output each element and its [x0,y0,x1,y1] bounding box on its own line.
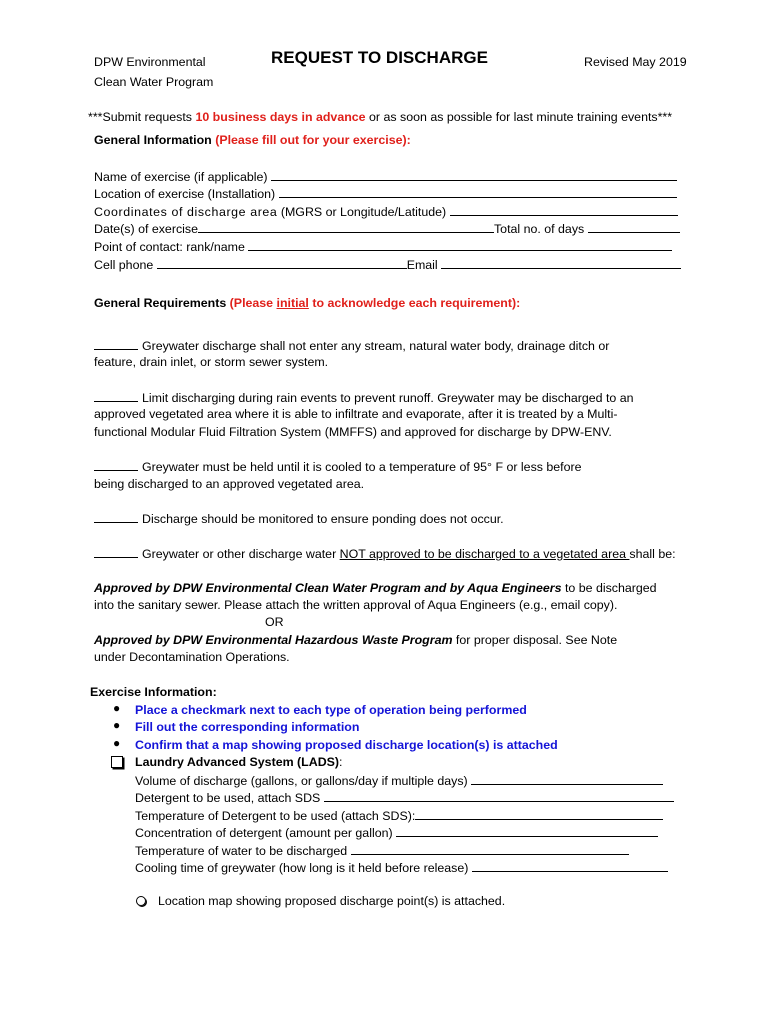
initial-field-3[interactable] [94,458,138,471]
requirement-3-line1: Greywater must be held until it is cooled to a temperature of 95° F or less before [142,460,582,474]
approval-option-1 [94,580,657,598]
submission-notice [88,109,672,127]
cell-email-row [94,256,681,275]
general-requirements-heading [94,295,520,313]
volume-row [135,772,663,791]
requirement-5-text-c: shall be: [629,547,676,561]
approval-option-1-rest: to be discharged [561,581,657,595]
lads-heading [135,754,342,772]
exercise-location-row [94,185,677,204]
cooling-time-label: Cooling time of greywater (how long is it held before release) [135,861,469,875]
revision-date: Revised May 2019 [584,55,687,69]
coordinates-format-label: (MGRS or Longitude/Latitude) [280,205,447,219]
notice-prefix: ***Submit requests [88,110,196,124]
coordinates-row [94,203,678,222]
total-days-field[interactable] [588,220,680,233]
requirement-3-line2: being discharged to an approved vegetated area. [94,477,365,491]
general-info-note: (Please fill out for your exercise): [215,133,411,147]
general-info-heading [94,132,411,150]
general-info-title: General Information [94,133,212,147]
temp-detergent-field[interactable] [415,807,663,820]
requirement-4-line1: Discharge should be monitored to ensure ponding does not occur. [142,512,504,526]
total-days-label: Total no. of days [493,222,585,236]
notice-suffix: or as soon as possible for last minute training events*** [365,110,673,124]
requirement-1 [94,337,609,356]
point-of-contact-label: Point of contact: rank/name [94,240,245,254]
coordinates-label: Coordinates of discharge area [94,205,278,219]
approval-option-2-rest: for proper disposal. See Note [452,633,618,647]
approval-option-1-line2: into the sanitary sewer. Please attach the written approval of Aqua Engineers (e.g., email copy). [94,598,618,612]
exercise-location-label: Location of exercise (Installation) [94,187,276,201]
exercise-info-heading: Exercise Information: [90,685,217,699]
requirement-3 [94,458,582,477]
cell-phone-field[interactable] [157,256,407,269]
volume-label: Volume of discharge (gallons, or gallons/day if multiple days) [135,774,468,788]
initial-field-5[interactable] [94,545,138,558]
initial-field-1[interactable] [94,337,138,350]
exercise-name-row [94,168,677,187]
map-attached-radio[interactable] [136,896,146,906]
temp-water-label: Temperature of water to be discharged [135,844,348,858]
requirement-1-line1: Greywater discharge shall not enter any stream, natural water body, drainage ditch or [142,339,610,353]
cooling-time-row [135,859,668,878]
instruction-bullet-1: Place a checkmark next to each type of operation being performed [135,703,527,717]
exercise-name-label: Name of exercise (if applicable) [94,170,268,184]
bullet-icon: ● [113,718,121,732]
instruction-bullet-2: Fill out the corresponding information [135,720,360,734]
concentration-field[interactable] [396,824,658,837]
initial-field-2[interactable] [94,389,138,402]
requirement-2-line1: Limit discharging during rain events to prevent runoff. Greywater may be discharged to an [142,391,634,405]
requirements-note-a: (Please [229,296,277,310]
org-name-line2: Clean Water Program [94,75,214,89]
concentration-row [135,824,658,843]
requirement-4 [94,510,504,529]
requirements-note-initial: initial [276,296,309,310]
lads-colon: : [339,755,343,769]
lads-checkbox[interactable] [111,756,123,768]
temp-detergent-row [135,807,663,826]
concentration-label: Concentration of detergent (amount per gallon) [135,826,393,840]
email-field[interactable] [441,256,681,269]
requirement-5-text-a: Greywater or other discharge water [142,547,340,561]
coordinates-field[interactable] [450,203,678,216]
page-title: REQUEST TO DISCHARGE [271,48,488,67]
requirement-2-line3: functional Modular Fluid Filtration System (MMFFS) and approved for discharge by DPW-ENV. [94,425,612,439]
approval-option-2 [94,632,617,650]
exercise-dates-label: Date(s) of exercise [94,222,198,236]
requirement-2 [94,389,634,408]
requirement-5 [94,545,676,564]
cell-phone-label: Cell phone [94,258,154,272]
initial-field-4[interactable] [94,510,138,523]
approval-option-1-bold: Approved by DPW Environmental Clean Water Program and by Aqua Engineers [94,581,562,595]
exercise-dates-row [94,220,680,239]
cooling-time-field[interactable] [472,859,668,872]
temp-detergent-label: Temperature of Detergent to be used (attach SDS): [135,809,416,823]
instruction-bullet-3: Confirm that a map showing proposed discharge location(s) is attached [135,738,558,752]
temp-water-field[interactable] [351,842,629,855]
map-attached-note: Location map showing proposed discharge point(s) is attached. [158,894,506,908]
exercise-dates-field[interactable] [198,220,494,233]
approval-or: OR [265,615,284,629]
volume-field[interactable] [471,772,663,785]
point-of-contact-row [94,238,672,257]
requirement-2-line2: approved vegetated area where it is able to infiltrate and evaporate, after it is treated by a Multi- [94,407,618,421]
bullet-icon: ● [113,701,121,715]
notice-deadline: 10 business days in advance [195,110,366,124]
bullet-icon: ● [113,736,121,750]
lads-label: Laundry Advanced System (LADS) [135,755,340,769]
requirement-1-line2: feature, drain inlet, or storm sewer system. [94,355,329,369]
exercise-name-field[interactable] [271,168,677,181]
exercise-location-field[interactable] [279,185,677,198]
detergent-row [135,789,674,808]
org-name-line1: DPW Environmental [94,55,206,69]
detergent-label: Detergent to be used, attach SDS [135,791,321,805]
email-label: Email [406,258,438,272]
requirements-title: General Requirements [94,296,227,310]
temp-water-row [135,842,629,861]
point-of-contact-field[interactable] [248,238,672,251]
approval-option-2-bold: Approved by DPW Environmental Hazardous Waste Program [94,633,453,647]
requirement-5-text-b: NOT approved to be discharged to a vegetated area [339,547,630,561]
detergent-field[interactable] [324,789,674,802]
requirements-note-b: to acknowledge each requirement): [308,296,521,310]
approval-option-2-line2: under Decontamination Operations. [94,650,290,664]
